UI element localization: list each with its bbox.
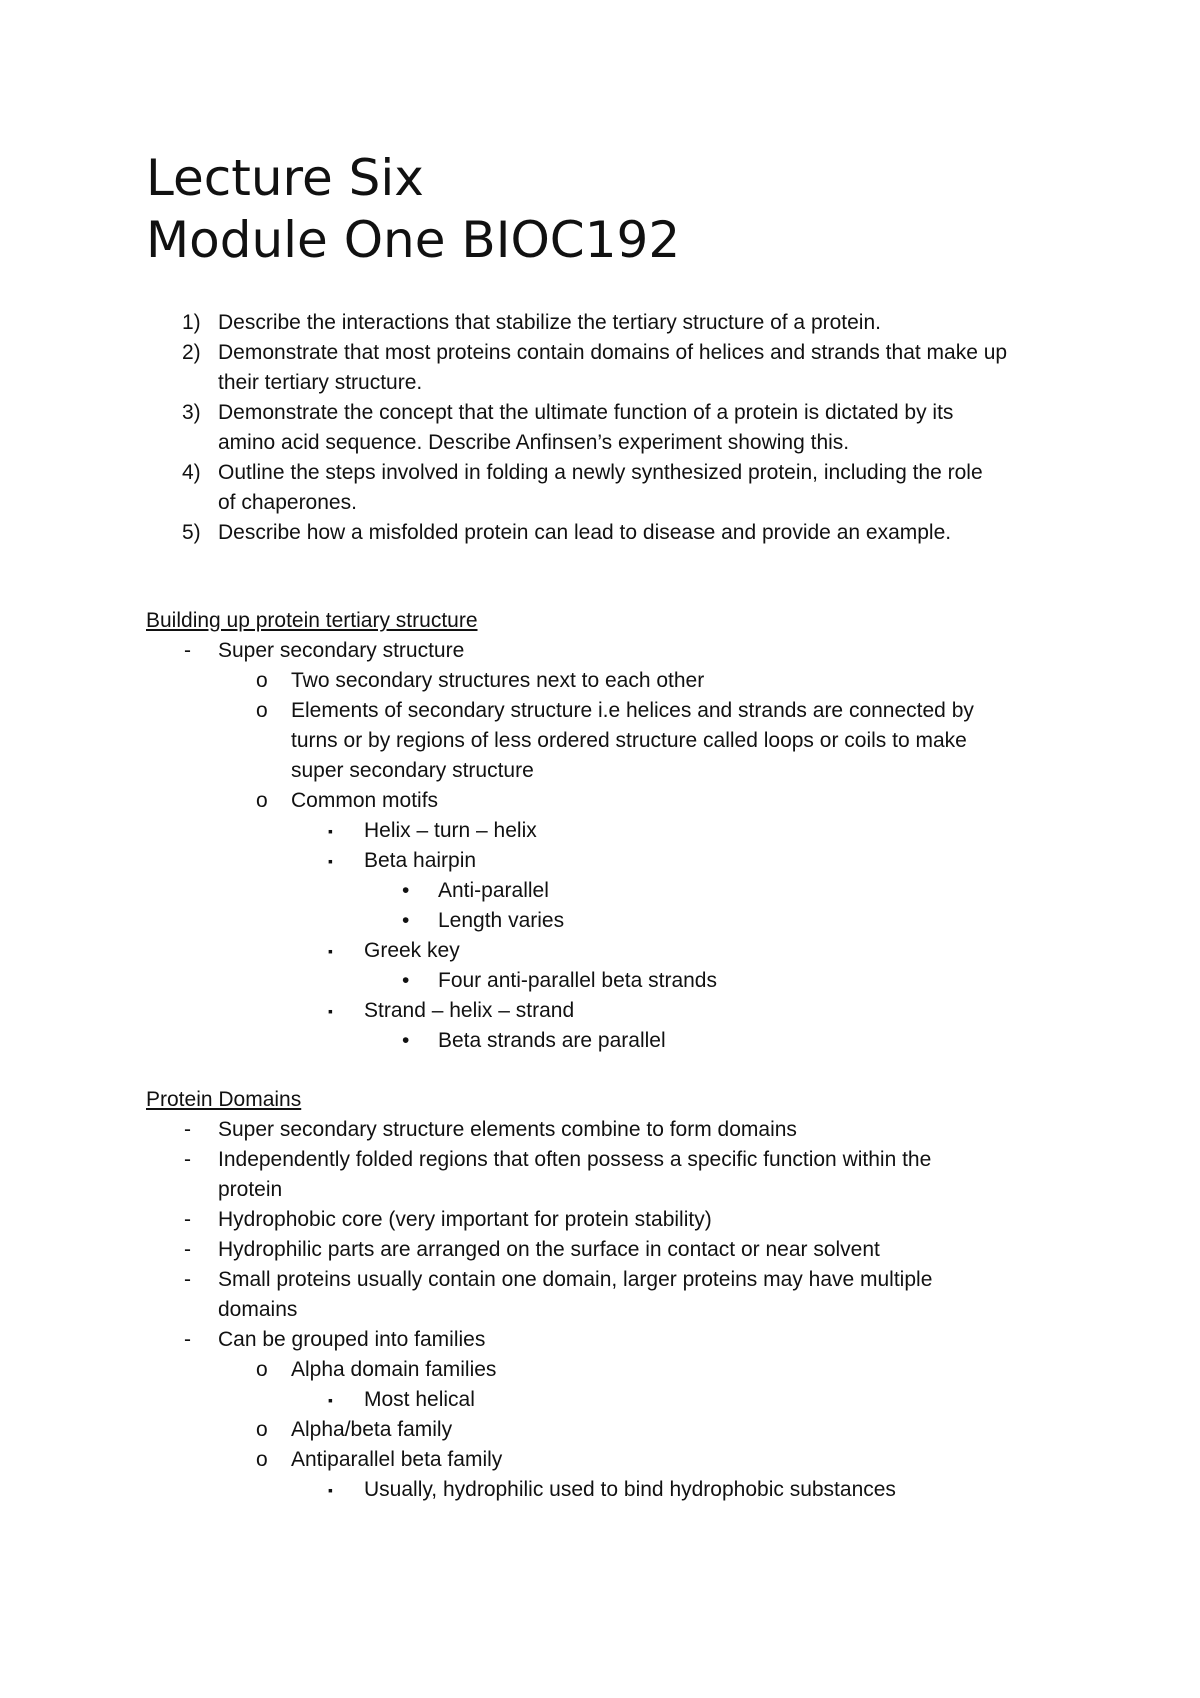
objective-line — [146, 368, 1066, 398]
list-item-text: turns or by regions of less ordered structure called loops or coils to make — [291, 729, 967, 752]
list-item-text: Alpha/beta family — [291, 1418, 453, 1441]
objective-text: Describe how a misfolded protein can lead to disease and provide an example. — [218, 521, 952, 544]
list-item-text: Hydrophobic core (very important for protein stability) — [218, 1208, 712, 1231]
list-item — [146, 1115, 1066, 1145]
circle-bullet-icon: o — [256, 669, 268, 692]
dot-bullet-icon: • — [402, 969, 410, 992]
list-item-text: Beta strands are parallel — [438, 1029, 666, 1052]
dash-bullet-icon: - — [184, 1328, 191, 1351]
objective-line — [146, 398, 1066, 428]
list-item-text: Most helical — [364, 1388, 475, 1411]
list-item — [146, 906, 1066, 936]
objective-text: of chaperones. — [218, 491, 357, 514]
list-item — [146, 786, 1066, 816]
list-item — [146, 1475, 1066, 1505]
dash-bullet-icon: - — [184, 1148, 191, 1171]
objective-line — [146, 488, 1066, 518]
square-bullet-icon: ▪ — [328, 1482, 333, 1498]
list-item-text: Alpha domain families — [291, 1358, 497, 1381]
section-heading-protein-domains: Protein Domains — [146, 1088, 302, 1111]
square-bullet-icon: ▪ — [328, 823, 333, 839]
list-item — [146, 816, 1066, 846]
list-item — [146, 1235, 1066, 1265]
list-item — [146, 846, 1066, 876]
circle-bullet-icon: o — [256, 699, 268, 722]
list-item-text: Anti-parallel — [438, 879, 549, 902]
dot-bullet-icon: • — [402, 1029, 410, 1052]
tertiary-structure-list — [146, 636, 1066, 1056]
list-item — [146, 636, 1066, 666]
list-item-text: Strand – helix – strand — [364, 999, 575, 1022]
objective-text: Describe the interactions that stabilize the tertiary structure of a protein. — [218, 311, 881, 334]
list-item — [146, 1385, 1066, 1415]
list-item-text: Helix – turn – helix — [364, 819, 537, 842]
objective-line — [146, 338, 1066, 368]
protein-domains-list — [146, 1115, 1066, 1505]
list-item-text: domains — [218, 1298, 298, 1321]
list-item-text: super secondary structure — [291, 759, 534, 782]
objective-line — [146, 458, 1066, 488]
objective-number: 5) — [182, 521, 201, 544]
objective-line — [146, 308, 1066, 338]
page-title: Lecture Six — [146, 149, 424, 207]
list-item-text: Antiparallel beta family — [291, 1448, 503, 1471]
list-item — [146, 756, 1066, 786]
list-item — [146, 1445, 1066, 1475]
dash-bullet-icon: - — [184, 1238, 191, 1261]
objective-text: amino acid sequence. Describe Anfinsen’s experiment showing this. — [218, 431, 850, 454]
objective-number: 3) — [182, 401, 201, 424]
square-bullet-icon: ▪ — [328, 943, 333, 959]
objective-text: Demonstrate the concept that the ultimate function of a protein is dictated by its — [218, 401, 954, 424]
dot-bullet-icon: • — [402, 909, 410, 932]
circle-bullet-icon: o — [256, 1418, 268, 1441]
list-item-text: protein — [218, 1178, 283, 1201]
list-item — [146, 1205, 1066, 1235]
dash-bullet-icon: - — [184, 639, 191, 662]
list-item-text: Length varies — [438, 909, 565, 932]
list-item — [146, 1265, 1066, 1295]
objective-line — [146, 428, 1066, 458]
list-item-text: Super secondary structure — [218, 639, 465, 662]
dash-bullet-icon: - — [184, 1268, 191, 1291]
learning-objectives-list — [146, 308, 1066, 548]
objective-number: 1) — [182, 311, 201, 334]
list-item — [146, 1026, 1066, 1056]
list-item-text: Independently folded regions that often possess a specific function within the — [218, 1148, 932, 1171]
list-item — [146, 1415, 1066, 1445]
document-body — [146, 308, 1066, 1505]
list-item — [146, 666, 1066, 696]
circle-bullet-icon: o — [256, 1358, 268, 1381]
list-item-text: Common motifs — [291, 789, 439, 812]
objective-number: 4) — [182, 461, 201, 484]
list-item — [146, 1325, 1066, 1355]
list-item-text: Elements of secondary structure i.e helices and strands are connected by — [291, 699, 974, 722]
list-item — [146, 966, 1066, 996]
list-item-text: Greek key — [364, 939, 460, 962]
list-item-text: Usually, hydrophilic used to bind hydrophobic substances — [364, 1478, 896, 1501]
list-item-text: Small proteins usually contain one domain, larger proteins may have multiple — [218, 1268, 933, 1291]
dash-bullet-icon: - — [184, 1208, 191, 1231]
list-item — [146, 876, 1066, 906]
list-item — [146, 996, 1066, 1026]
section-heading-tertiary-structure: Building up protein tertiary structure — [146, 609, 478, 632]
list-item — [146, 726, 1066, 756]
square-bullet-icon: ▪ — [328, 1392, 333, 1408]
list-item — [146, 1175, 1066, 1205]
list-item — [146, 936, 1066, 966]
list-item — [146, 696, 1066, 726]
objective-text: Outline the steps involved in folding a newly synthesized protein, including the role — [218, 461, 983, 484]
objective-number: 2) — [182, 341, 201, 364]
dash-bullet-icon: - — [184, 1118, 191, 1141]
square-bullet-icon: ▪ — [328, 1003, 333, 1019]
square-bullet-icon: ▪ — [328, 853, 333, 869]
list-item-text: Two secondary structures next to each other — [291, 669, 705, 692]
list-item-text: Super secondary structure elements combine to form domains — [218, 1118, 797, 1141]
list-item-text: Hydrophilic parts are arranged on the surface in contact or near solvent — [218, 1238, 880, 1261]
circle-bullet-icon: o — [256, 1448, 268, 1471]
list-item — [146, 1355, 1066, 1385]
dot-bullet-icon: • — [402, 879, 410, 902]
circle-bullet-icon: o — [256, 789, 268, 812]
objective-text: their tertiary structure. — [218, 371, 423, 394]
list-item — [146, 1295, 1066, 1325]
list-item — [146, 1145, 1066, 1175]
list-item-text: Can be grouped into families — [218, 1328, 486, 1351]
page-subtitle: Module One BIOC192 — [146, 211, 681, 269]
list-item-text: Four anti-parallel beta strands — [438, 969, 717, 992]
objective-text: Demonstrate that most proteins contain domains of helices and strands that make up — [218, 341, 1008, 364]
objective-line — [146, 518, 1066, 548]
list-item-text: Beta hairpin — [364, 849, 477, 872]
